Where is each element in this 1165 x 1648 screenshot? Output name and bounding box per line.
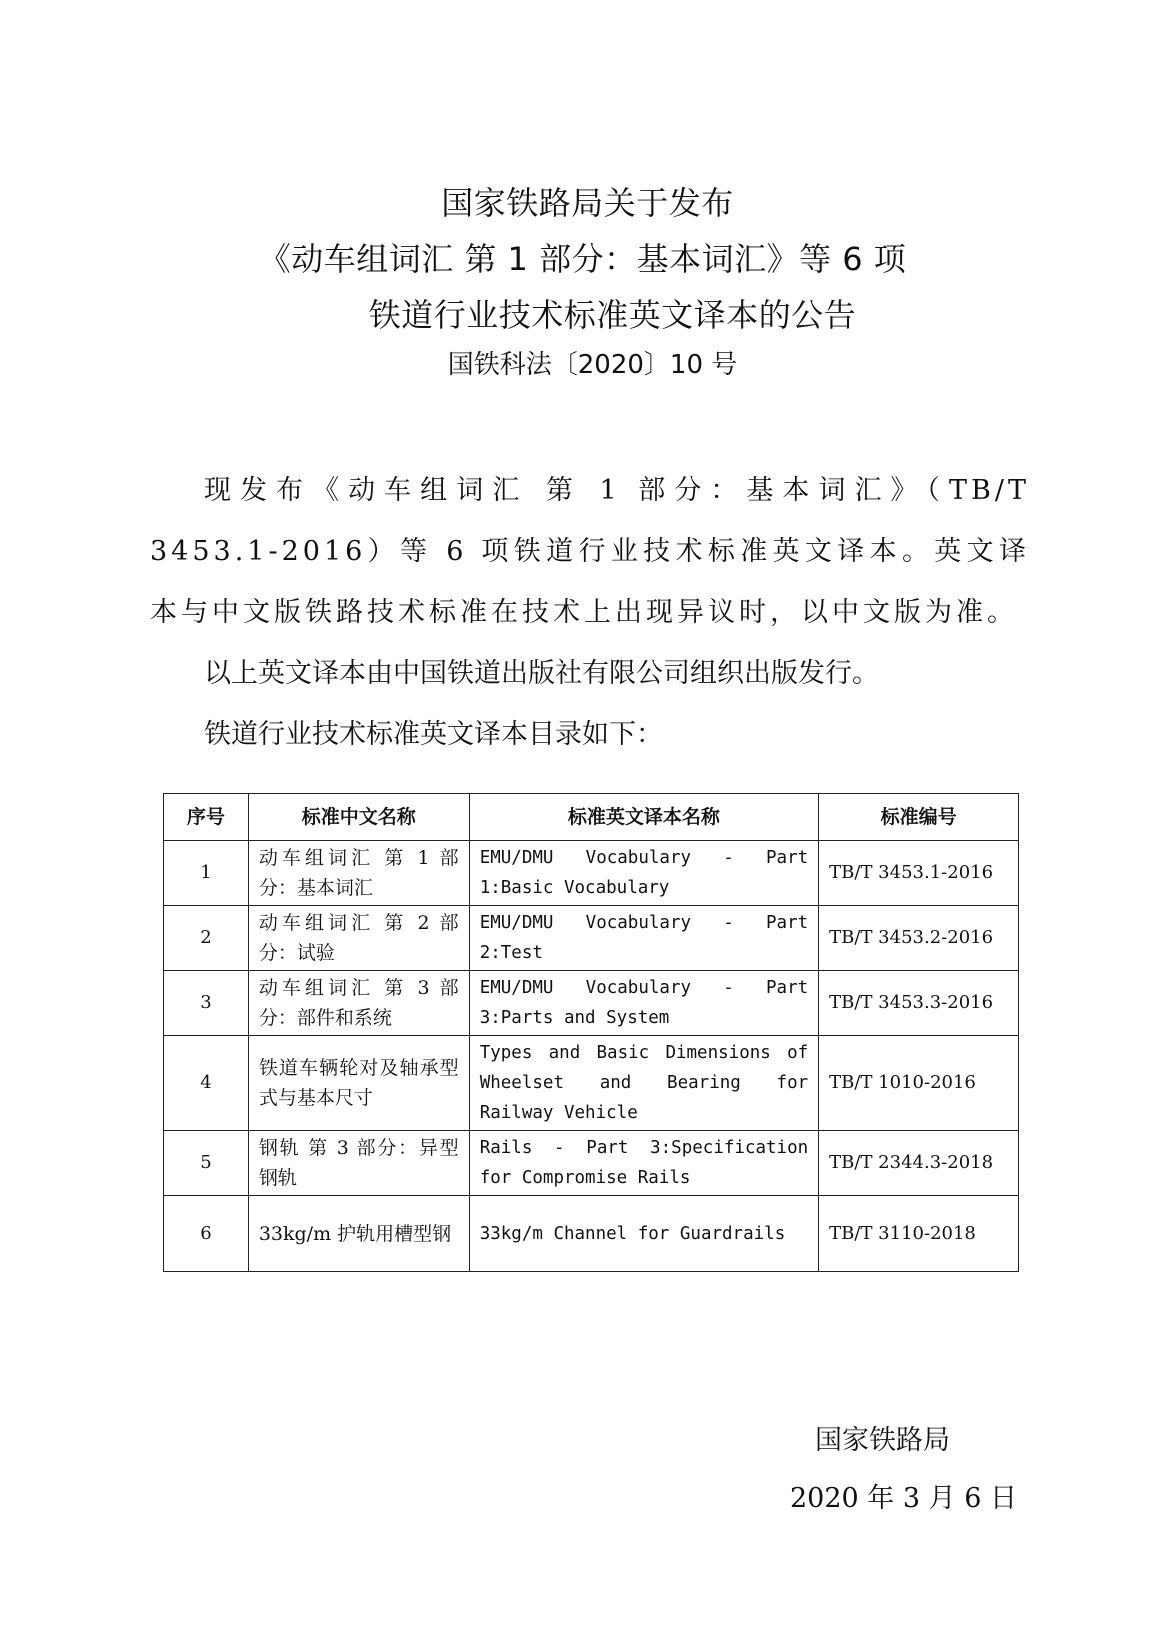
table-row (164, 906, 1019, 971)
table-row (164, 1131, 1019, 1196)
row-standard-number: TB/T 1010-2016 (819, 1036, 1019, 1131)
row-chinese-name: 33kg/m 护轨用槽型钢 (248, 1196, 469, 1272)
issue-date: 2020 年 3 月 6 日 (790, 1483, 1017, 1514)
header-english-name: 标准英文译本名称 (469, 794, 818, 841)
notice-body (150, 460, 1030, 765)
paragraph-catalog-intro: 铁道行业技术标准英文译本目录如下： (204, 719, 663, 750)
row-standard-number: TB/T 3453.1-2016 (819, 841, 1019, 906)
row-serial-number: 3 (164, 971, 249, 1036)
table-row (164, 1036, 1019, 1131)
issuer-signature: 国家铁路局 (815, 1425, 950, 1456)
row-chinese-name: 动车组词汇 第 2 部分：试验 (248, 906, 469, 971)
document-number: 国铁科法〔2020〕10 号 (447, 350, 738, 380)
row-standard-number: TB/T 2344.3-2018 (819, 1131, 1019, 1196)
title-line-2: 《动车组词汇 第 1 部分：基本词汇》等 6 项 (258, 240, 907, 278)
row-serial-number: 4 (164, 1036, 249, 1131)
row-serial-number: 1 (164, 841, 249, 906)
row-english-name: EMU/DMU Vocabulary - Part 2:Test (469, 906, 818, 971)
title-line-1: 国家铁路局关于发布 (441, 184, 734, 222)
row-chinese-name: 动车组词汇 第 3 部分：部件和系统 (248, 971, 469, 1036)
row-english-name: 33kg/m Channel for Guardrails (469, 1196, 818, 1272)
row-chinese-name: 动车组词汇 第 1 部分：基本词汇 (248, 841, 469, 906)
paragraph-publisher: 以上英文译本由中国铁道出版社有限公司组织出版发行。 (204, 658, 879, 689)
paragraph-announcement: 现发布《动车组词汇 第 1 部分：基本词汇》（TB/T 3453.1-2016）等 6 项铁道行业技术标准英文译本。英文译本与中文版铁路技术标准在技术上出现异议时，以中文版为准。 (150, 475, 1030, 628)
row-chinese-name: 钢轨 第 3 部分：异型钢轨 (248, 1131, 469, 1196)
row-serial-number: 5 (164, 1131, 249, 1196)
table-row (164, 971, 1019, 1036)
table-header-row (164, 794, 1019, 841)
table-row (164, 1196, 1019, 1272)
header-serial-number: 序号 (164, 794, 249, 841)
row-serial-number: 2 (164, 906, 249, 971)
row-english-name: EMU/DMU Vocabulary - Part 3:Parts and System (469, 971, 818, 1036)
header-standard-number: 标准编号 (819, 794, 1019, 841)
row-serial-number: 6 (164, 1196, 249, 1272)
row-standard-number: TB/T 3110-2018 (819, 1196, 1019, 1272)
row-english-name: Types and Basic Dimensions of Wheelset and Bearing for Railway Vehicle (469, 1036, 818, 1131)
row-english-name: Rails - Part 3:Specification for Compromise Rails (469, 1131, 818, 1196)
row-standard-number: TB/T 3453.2-2016 (819, 906, 1019, 971)
row-chinese-name: 铁道车辆轮对及轴承型式与基本尺寸 (248, 1036, 469, 1131)
notice-title (0, 175, 1165, 343)
title-line-3: 铁道行业技术标准英文译本的公告 (368, 296, 857, 334)
standards-table (163, 793, 1019, 1272)
row-english-name: EMU/DMU Vocabulary - Part 1:Basic Vocabulary (469, 841, 818, 906)
header-chinese-name: 标准中文名称 (248, 794, 469, 841)
table-row (164, 841, 1019, 906)
row-standard-number: TB/T 3453.3-2016 (819, 971, 1019, 1036)
